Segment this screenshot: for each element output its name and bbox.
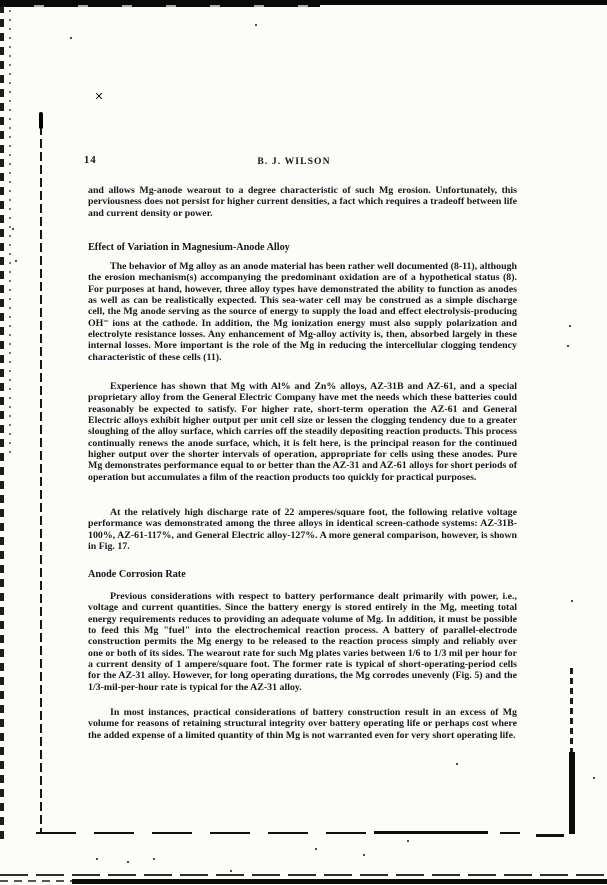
scan-copy-edge-left-blob	[39, 112, 43, 129]
page-number: 14	[84, 155, 97, 166]
heading-anode-corrosion-rate: Anode Corrosion Rate	[88, 569, 186, 580]
scan-speck	[593, 777, 595, 779]
paragraph-practical-considerations: In most instances, practical considerations of battery construction result in an excess of Mg volume for reasons of retaining structural integrity over battery operating life or perhaps cost where the added expense of a limited quantity of thin Mg is not warranted even for very short operating life.	[88, 707, 517, 741]
running-header: B. J. WILSON	[257, 156, 331, 167]
scan-bottom-dashed-line	[0, 874, 607, 876]
scan-speck	[12, 228, 14, 230]
scan-speck	[569, 325, 571, 327]
paragraph-mg-alloy-behavior: The behavior of Mg alloy as an anode material has been rather well documented (8-11), although the erosion mechanism(s) accompanying the predominant oxidation are of a hypothetical status (8). For purposes at hand, however, three alloy types have demonstrated the ability to function as anodes as well as can be realistically expected. This sea-water cell may be construed as a simple discharge cell, the Mg anode serving as the source of energy to supply the load and effect electrolysis-producing OH⁻ ions at the cathode. In addition, the Mg ionization energy must also supply polarization and electrolyte resistance losses. Any enhancement of Mg-alloy activity is, then, absorbed largely in these internal losses. More important is the role of the Mg in reducing the intercellular clogging tendency characteristic of these cells (11).	[88, 261, 517, 363]
paragraph-continuation-mg-anode-wearout: and allows Mg-anode wearout to a degree characteristic of such Mg erosion. Unfortunately, this perviousness does not persist for higher current densities, a fact which requires a tradeoff between life and current density or power.	[88, 185, 517, 219]
scan-border-left-edge	[0, 5, 4, 845]
scan-copy-edge-bottom	[36, 832, 520, 834]
scan-x-mark	[96, 93, 102, 99]
scan-speck	[15, 260, 17, 262]
scan-border-bottom-band-left	[0, 880, 72, 882]
paragraph-alloy-experience: Experience has shown that Mg with Al% and Zn% alloys, AZ-31B and AZ-61, and a special proprietary alloy from the General Electric Company have met the needs which these batteries could reasonably be expected to satisfy. For higher rate, short-term operation the AZ-61 and General Electric alloys exhibit higher output per unit cell size or lessen the clogging tendency due to a greater sloughing of the alloy surface, which carries off the steadily depositing reaction products. This process continually renews the anode surface, which, it is felt here, is the principal reason for the continued higher output over the shorter intervals of operation, appropriate for cells using these anodes. Pure Mg demonstrates performance equal to or better than the AZ-31 and AZ-61 alloys for short periods of operation but accumulates a film of the reaction products too quickly for practical purposes.	[88, 381, 517, 483]
scan-speck	[567, 345, 569, 347]
paragraph-previous-considerations: Previous considerations with respect to battery performance dealt primarily with power, i.e., voltage and current quantities. Since the battery energy is stored entirely in the Mg, meeting total energy requirements reduces to providing an adequate volume of Mg. In addition, it must be possible to feed this Mg "fuel" into the electrochemical reaction process. A battery of parallel-electrode construction permits the Mg energy to be released to the reaction process simply and reliably over one or both of its sides. The wearout rate for such Mg plates varies between 1/6 to 1/3 mil per hour for a current density of 1 ampere/square foot. The former rate is typical of short-operating-period cells for the AZ-31 alloy. However, for long operating durations, the Mg corrodes unevenly (Fig. 5) and the 1/3-mil-per-hour rate is typical for the AZ-31 alloy.	[88, 591, 517, 693]
scan-speck	[456, 763, 458, 765]
paragraph-discharge-rate-comparison: At the relatively high discharge rate of 22 amperes/square foot, the following relative voltage performance was demonstrated among the three alloys in identical screen-cathode systems: AZ-31B-100%, AZ-61-117%, and General Electric alloy-127%. A more general comparison, however, is shown in Fig. 17.	[88, 507, 517, 553]
scan-speck	[153, 858, 155, 860]
scan-speck	[255, 24, 257, 26]
scan-border-top-irregular	[0, 4, 320, 7]
scan-copy-edge-bottom-right	[536, 834, 564, 837]
scan-copy-edge-bottom-thick	[374, 831, 488, 834]
scan-border-bottom-band	[72, 879, 607, 884]
scan-speck	[571, 600, 573, 602]
scan-speck	[363, 854, 365, 856]
scan-speck	[96, 858, 98, 860]
scan-speck	[315, 848, 317, 850]
heading-effect-of-variation-in-magnesium-anode-alloy: Effect of Variation in Magnesium-Anode Alloy	[88, 242, 290, 253]
scan-copy-edge-right	[570, 668, 573, 778]
scan-speck	[407, 840, 409, 842]
scan-speck	[230, 870, 232, 872]
scan-copy-edge-left	[40, 113, 42, 833]
scan-left-dotted-line	[9, 10, 11, 460]
scan-speck	[127, 861, 129, 863]
scan-copy-edge-right-thick	[569, 752, 575, 834]
scan-border-top	[0, 0, 607, 5]
scan-speck	[70, 37, 72, 39]
